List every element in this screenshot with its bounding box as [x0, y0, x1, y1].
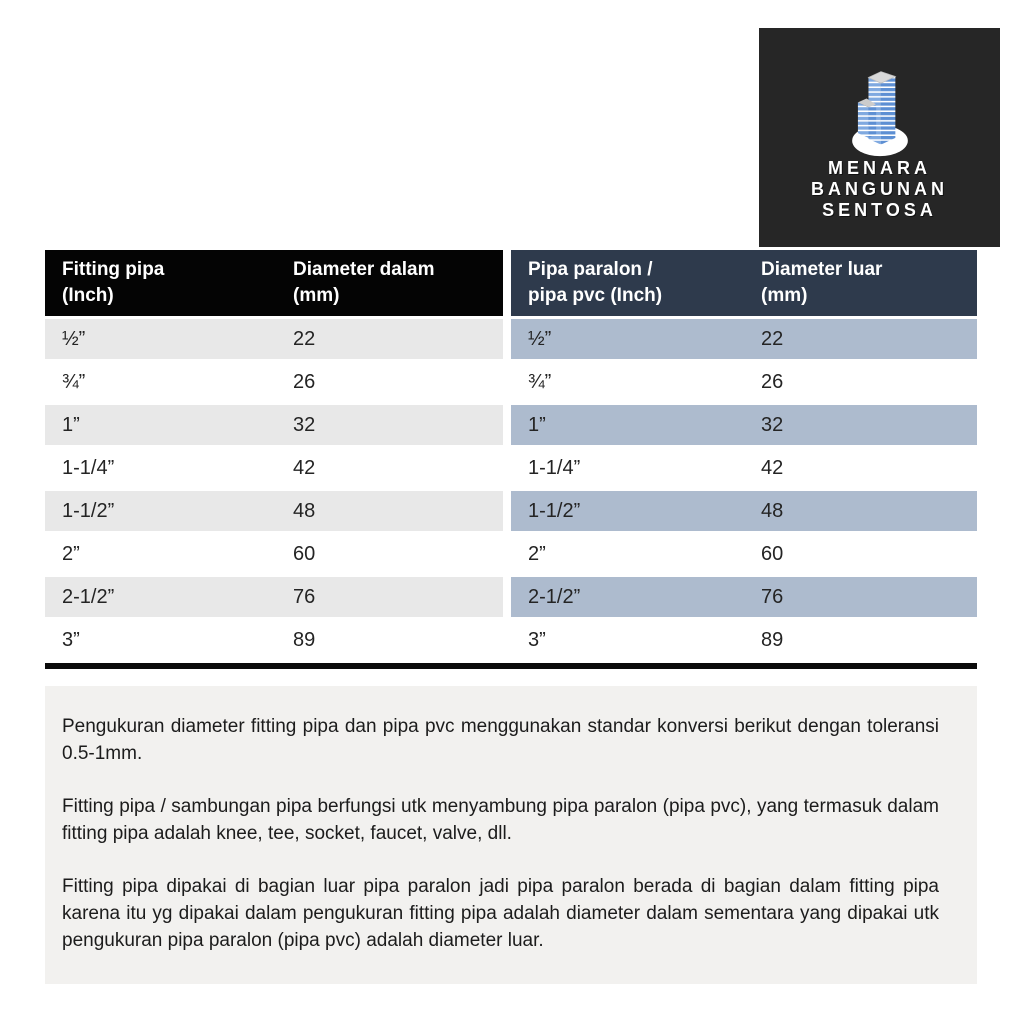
table-bottom-rule: [45, 663, 977, 669]
header-diameter-dalam: Diameter dalam (mm): [276, 250, 503, 316]
cell-fitting-inch: 1-1/2”: [45, 491, 276, 531]
table-row: [45, 319, 977, 359]
cell-fitting-inch: 3”: [45, 620, 276, 660]
cell-diameter-dalam: 22: [276, 319, 503, 359]
note-paragraph-2: Fitting pipa / sambungan pipa berfungsi utk menyambung pipa paralon (pipa pvc), yang termasuk dalam fitting pipa adalah knee, tee, socket, faucet, valve, dll.: [62, 796, 939, 844]
table-row: [45, 620, 977, 660]
cell-diameter-luar: 32: [744, 405, 977, 445]
header-fitting-pipa: Fitting pipa (Inch): [45, 250, 276, 316]
table-row: [45, 362, 977, 402]
cell-paralon-inch: 1”: [511, 405, 744, 445]
header-gap: [503, 250, 511, 316]
cell-diameter-dalam: 89: [276, 620, 503, 660]
cell-fitting-inch: ½”: [45, 319, 276, 359]
cell-paralon-inch: ½”: [511, 319, 744, 359]
table-row: [45, 448, 977, 488]
cell-diameter-luar: 48: [744, 491, 977, 531]
pipe-size-table: [45, 250, 977, 669]
table-header-row: [45, 250, 977, 316]
cell-diameter-luar: 60: [744, 534, 977, 574]
cell-paralon-inch: 2-1/2”: [511, 577, 744, 617]
cell-diameter-luar: 22: [744, 319, 977, 359]
note-paragraph-3: Fitting pipa dipakai di bagian luar pipa paralon jadi pipa paralon berada di bagian dalam fitting pipa karena itu yg dipakai dalam pengukuran fitting pipa adalah diameter dalam sementara yang dipakai utk pengukuran pipa paralon (pipa pvc) adalah diameter luar.: [62, 876, 939, 951]
cell-diameter-dalam: 60: [276, 534, 503, 574]
cell-diameter-dalam: 48: [276, 491, 503, 531]
cell-paralon-inch: 2”: [511, 534, 744, 574]
notes-panel: [45, 686, 977, 984]
cell-paralon-inch: 1-1/2”: [511, 491, 744, 531]
cell-diameter-luar: 26: [744, 362, 977, 402]
logo-line-3: SENTOSA: [822, 200, 937, 220]
table-row: [45, 405, 977, 445]
table-row: [45, 491, 977, 531]
cell-fitting-inch: 1”: [45, 405, 276, 445]
logo-line-2: BANGUNAN: [811, 179, 948, 199]
cell-diameter-dalam: 42: [276, 448, 503, 488]
cell-diameter-dalam: 76: [276, 577, 503, 617]
header-pipa-paralon: Pipa paralon / pipa pvc (Inch): [511, 250, 744, 316]
company-logo: [759, 28, 1000, 247]
cell-diameter-dalam: 26: [276, 362, 503, 402]
cell-paralon-inch: 1-1/4”: [511, 448, 744, 488]
cell-fitting-inch: 2-1/2”: [45, 577, 276, 617]
logo-name: [759, 158, 1000, 221]
logo-line-1: MENARA: [828, 158, 931, 178]
note-paragraph-1: Pengukuran diameter fitting pipa dan pipa pvc menggunakan standar konversi berikut dengan toleransi 0.5-1mm.: [62, 716, 939, 764]
building-icon: [828, 64, 932, 160]
table-row: [45, 577, 977, 617]
cell-diameter-luar: 76: [744, 577, 977, 617]
table-row: [45, 534, 977, 574]
cell-fitting-inch: ¾”: [45, 362, 276, 402]
cell-paralon-inch: 3”: [511, 620, 744, 660]
cell-fitting-inch: 1-1/4”: [45, 448, 276, 488]
header-diameter-luar: Diameter luar (mm): [744, 250, 977, 316]
cell-diameter-dalam: 32: [276, 405, 503, 445]
cell-diameter-luar: 42: [744, 448, 977, 488]
cell-diameter-luar: 89: [744, 620, 977, 660]
cell-fitting-inch: 2”: [45, 534, 276, 574]
cell-paralon-inch: ¾”: [511, 362, 744, 402]
